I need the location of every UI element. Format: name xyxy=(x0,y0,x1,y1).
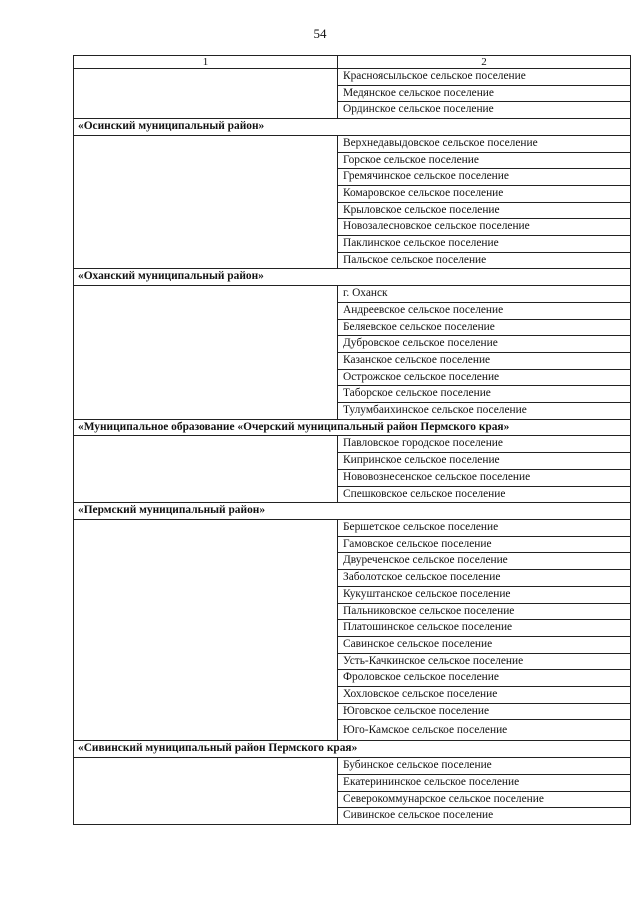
settlement-name: Дубровское сельское поселение xyxy=(338,336,631,353)
settlement-name: Паклинское сельское поселение xyxy=(338,236,631,253)
column-1-cell xyxy=(74,519,338,740)
settlement-name: Таборское сельское поселение xyxy=(338,386,631,403)
settlement-name: Беляевское сельское поселение xyxy=(338,319,631,336)
district-row xyxy=(74,419,631,436)
district-name: «Муниципальное образование «Очерский муниципальный район Пермского края» xyxy=(74,419,631,436)
column-header-1: 1 xyxy=(74,56,338,69)
settlement-name: Новозалесновское сельское поселение xyxy=(338,219,631,236)
settlement-name: Андреевское сельское поселение xyxy=(338,302,631,319)
district-row xyxy=(74,503,631,520)
settlement-name: Горское сельское поселение xyxy=(338,152,631,169)
settlement-name: Северокоммунарское сельское поселение xyxy=(338,791,631,808)
header-row xyxy=(74,56,631,69)
district-name: «Оханский муниципальный район» xyxy=(74,269,631,286)
settlement-name: Платошинское сельское поселение xyxy=(338,620,631,637)
district-row xyxy=(74,741,631,758)
settlement-name: Тулумбаихинское сельское поселение xyxy=(338,403,631,420)
settlement-name: Савинское сельское поселение xyxy=(338,636,631,653)
page-number: 54 xyxy=(313,26,327,41)
district-row xyxy=(74,119,631,136)
settlement-name: Гремячинское сельское поселение xyxy=(338,169,631,186)
settlement-name: Нововознесенское сельское поселение xyxy=(338,469,631,486)
settlement-name: Пальниковское сельское поселение xyxy=(338,603,631,620)
column-1-cell xyxy=(74,69,338,119)
settlement-name: Кипринское сельское поселение xyxy=(338,453,631,470)
settlement-name: г. Оханск xyxy=(338,286,631,303)
settlement-name: Юго-Камское сельское поселение xyxy=(338,720,631,741)
settlement-name: Заболотское сельское поселение xyxy=(338,570,631,587)
column-header-2: 2 xyxy=(338,56,631,69)
settlement-row xyxy=(74,286,631,303)
column-1-cell xyxy=(74,135,338,269)
settlement-name: Фроловское сельское поселение xyxy=(338,670,631,687)
settlement-name: Медянское сельское поселение xyxy=(338,85,631,102)
settlement-name: Красноясыльское сельское поселение xyxy=(338,69,631,86)
settlement-row xyxy=(74,135,631,152)
settlement-name: Острожское сельское поселение xyxy=(338,369,631,386)
settlement-name: Бершетское сельское поселение xyxy=(338,519,631,536)
settlement-name: Казанское сельское поселение xyxy=(338,352,631,369)
settlement-name: Павловское городское поселение xyxy=(338,436,631,453)
settlement-name: Ординское сельское поселение xyxy=(338,102,631,119)
settlement-name: Гамовское сельское поселение xyxy=(338,536,631,553)
settlements-table xyxy=(73,55,631,825)
settlement-row xyxy=(74,436,631,453)
settlement-name: Комаровское сельское поселение xyxy=(338,185,631,202)
settlement-name: Бубинское сельское поселение xyxy=(338,758,631,775)
settlement-row xyxy=(74,69,631,86)
column-1-cell xyxy=(74,286,338,420)
column-1-cell xyxy=(74,758,338,825)
table-body xyxy=(74,56,631,825)
settlement-name: Кукуштанское сельское поселение xyxy=(338,586,631,603)
district-name: «Пермский муниципальный район» xyxy=(74,503,631,520)
settlement-name: Двуреченское сельское поселение xyxy=(338,553,631,570)
settlement-row xyxy=(74,758,631,775)
settlement-name: Сивинское сельское поселение xyxy=(338,808,631,825)
settlement-name: Крыловское сельское поселение xyxy=(338,202,631,219)
settlement-name: Юговское сельское поселение xyxy=(338,703,631,720)
settlement-row xyxy=(74,519,631,536)
settlement-name: Хохловское сельское поселение xyxy=(338,687,631,704)
settlement-name: Усть-Качкинское сельское поселение xyxy=(338,653,631,670)
settlement-name: Верхнедавыдовское сельское поселение xyxy=(338,135,631,152)
settlement-name: Екатерининское сельское поселение xyxy=(338,774,631,791)
settlement-name: Спешковское сельское поселение xyxy=(338,486,631,503)
district-name: «Сивинский муниципальный район Пермского края» xyxy=(74,741,631,758)
column-1-cell xyxy=(74,436,338,503)
district-row xyxy=(74,269,631,286)
settlement-name: Пальское сельское поселение xyxy=(338,252,631,269)
district-name: «Осинский муниципальный район» xyxy=(74,119,631,136)
